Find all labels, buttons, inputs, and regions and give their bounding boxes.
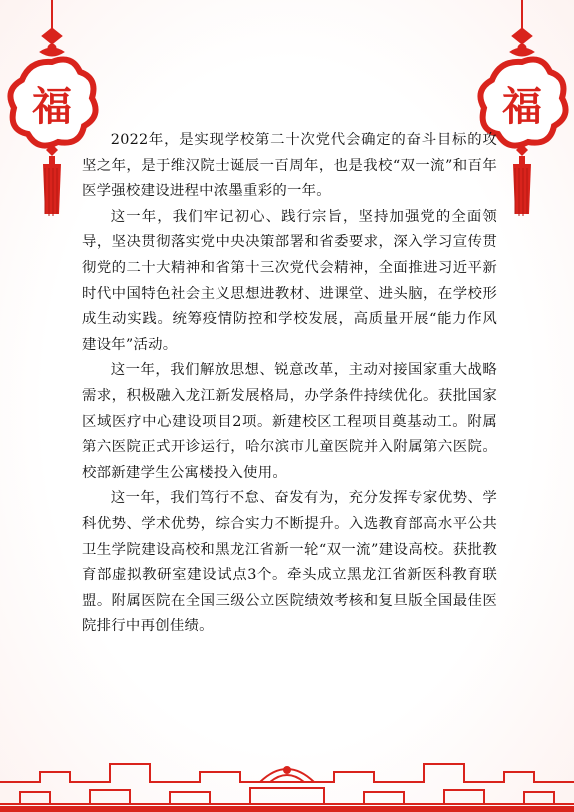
lattice-border-icon bbox=[0, 742, 574, 812]
paragraph-1: 2022年，是实现学校第二十次党代会确定的奋斗目标的攻坚之年，是于维汉院士诞辰一百周年，也是我校“双一流”和百年医学强校建设进程中浓墨重彩的一年。 bbox=[82, 132, 497, 200]
fu-character-right: 福 bbox=[502, 83, 542, 130]
paragraph-2: 这一年，我们牢记初心、践行宗旨，坚持加强党的全面领导，坚决贯彻落实党中央决策部署和省委要求，深入学习宣传贯彻党的二十大精神和省第十三次党代会精神，全面推进习近平新时代中国特色社会主义思想进教材、进课堂、进头脑，在学校形成生动实践。统筹疫情防控和学校发展，高质量开展“能力作风建设年”活动。 bbox=[82, 208, 497, 353]
fu-character-left: 福 bbox=[32, 83, 72, 130]
paragraph-3: 这一年，我们解放思想、锐意改革，主动对接国家重大战略需求，积极融入龙江新发展格局，办学条件持续优化。获批国家区域医疗中心建设项目2项。新建校区工程项目奠基动工。附属第六医院正式开诊运行，哈尔滨市儿童医院并入附属第六医院。校部新建学生公寓楼投入使用。 bbox=[82, 362, 497, 481]
paragraph-4: 这一年，我们笃行不怠、奋发有为，充分发挥专家优势、学科优势、学术优势，综合实力不断提升。入选教育部高水平公共卫生学院建设高校和黑龙江省新一轮“双一流”建设高校。获批教育部虚拟教研室建设试点3个。牵头成立黑龙江省新医科教育联盟。附属医院在全国三级公立医院绩效考核和复旦版全国最佳医院排行中再创佳绩。 bbox=[82, 490, 497, 635]
article-body bbox=[82, 128, 497, 640]
